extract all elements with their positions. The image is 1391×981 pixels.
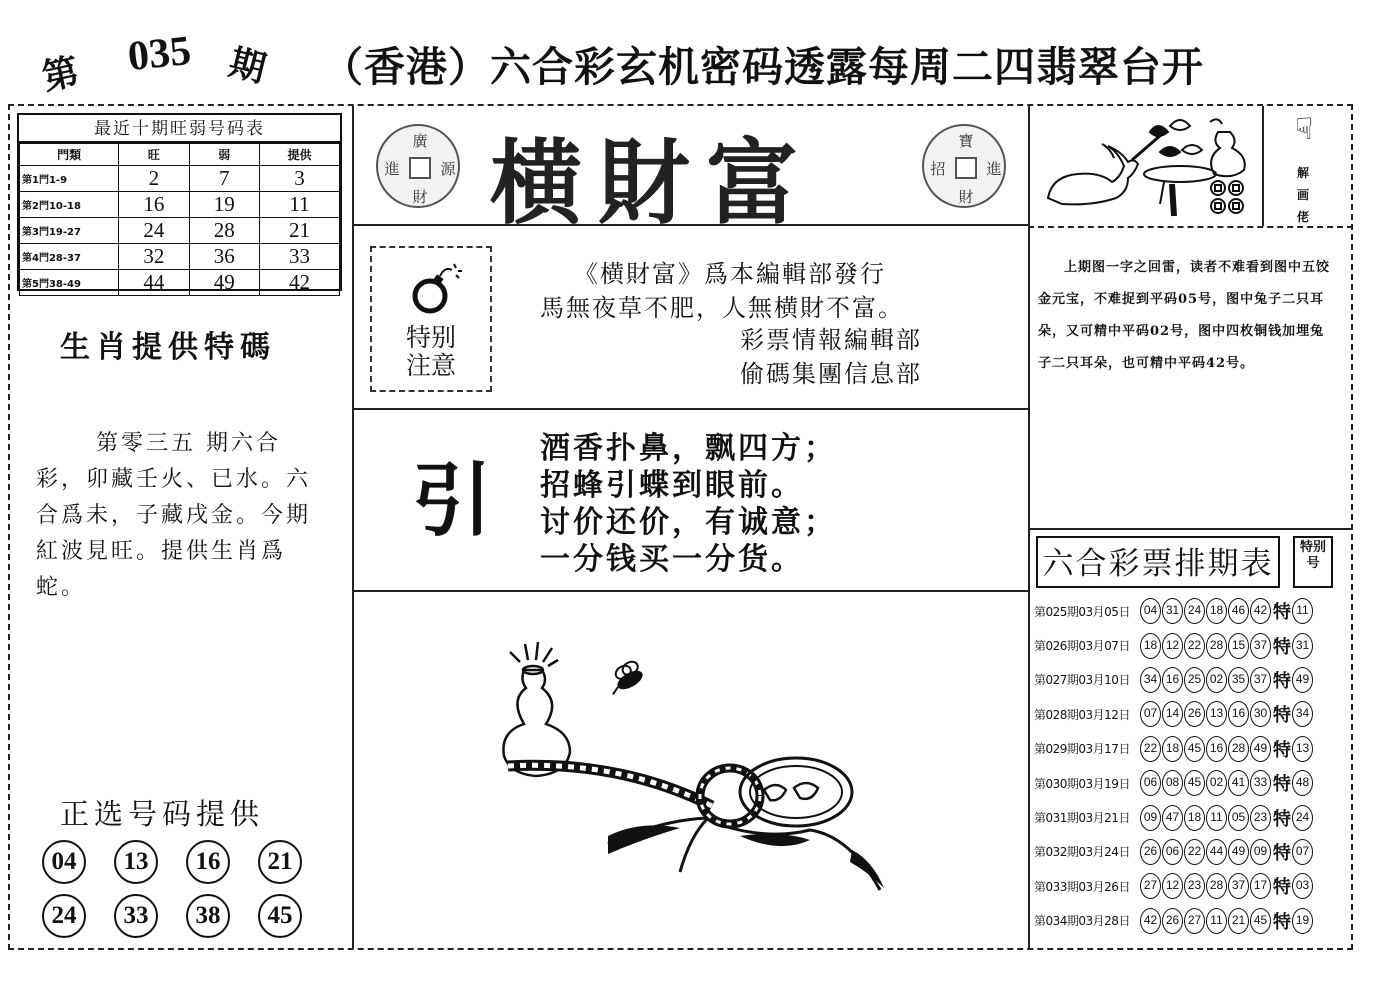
draw-number: 18: [1140, 633, 1161, 659]
schedule-title: 六合彩票排期表: [1036, 536, 1280, 588]
special-number: 49: [1292, 667, 1313, 693]
coin-hole: [955, 157, 977, 179]
draw-number: 37: [1228, 873, 1249, 899]
cell-ruo: 19: [189, 192, 259, 218]
special-number: 34: [1292, 701, 1313, 727]
draw-number: 24: [1184, 598, 1205, 624]
cell-ruo: 36: [189, 244, 259, 270]
table-row: [20, 270, 340, 296]
draw-number: 23: [1184, 873, 1205, 899]
draw-number: 28: [1206, 873, 1227, 899]
draw-number: 46: [1228, 598, 1249, 624]
pick-number: 33: [114, 894, 158, 938]
schedule-table: [1034, 594, 1344, 938]
hint-label: 解画佬: [1296, 166, 1309, 224]
draw-number: 30: [1250, 701, 1271, 727]
pick-number: 45: [258, 894, 302, 938]
draw-number: 02: [1206, 667, 1227, 693]
row-label: 第4門28-37: [20, 244, 119, 270]
row-label: 第5門38-49: [20, 270, 119, 296]
draw-label: 第030期03月19日: [1034, 776, 1130, 791]
brand-title: 横財富: [490, 129, 815, 237]
draw-number: 47: [1162, 805, 1183, 831]
schedule-special-label: 特别号: [1293, 536, 1333, 588]
draw-number: 42: [1250, 598, 1271, 624]
draw-number: 12: [1162, 633, 1183, 659]
col-header: 弱: [189, 144, 259, 166]
draw-number: 41: [1228, 770, 1249, 796]
draw-number: 04: [1140, 598, 1161, 624]
special-marker: 特: [1273, 842, 1291, 864]
draw-number: 37: [1250, 633, 1271, 659]
draw-label: 第028期03月12日: [1034, 707, 1130, 722]
row-label: 第2門10-18: [20, 192, 119, 218]
draw-number: 05: [1228, 805, 1249, 831]
draw-number: 17: [1250, 873, 1271, 899]
divider-riddle: [352, 590, 1028, 592]
schedule-row: [1034, 766, 1344, 800]
cell-ruo: 7: [189, 166, 259, 192]
draw-number: 37: [1250, 667, 1271, 693]
riddle-poem: [540, 430, 837, 578]
divider-hint-label: [1262, 106, 1264, 226]
divider-right: [1028, 106, 1030, 948]
draw-number: 26: [1162, 908, 1183, 934]
slogan-line: 《横財富》爲本編輯部發行: [574, 260, 886, 288]
draw-number: 08: [1162, 770, 1183, 796]
col-header: 提供: [259, 144, 339, 166]
coin-char: 廣: [412, 132, 428, 150]
cell-wang: 2: [119, 166, 189, 192]
slogan-line: 彩票情報編輯部: [740, 326, 922, 354]
draw-number: 15: [1228, 633, 1249, 659]
coin-char: 源: [440, 160, 456, 178]
page-header: [30, 22, 1330, 99]
pick-number: 16: [186, 840, 230, 884]
draw-number: 25: [1184, 667, 1205, 693]
draw-number: 26: [1140, 839, 1161, 865]
coin-right-icon: [922, 124, 1006, 208]
draw-number: 12: [1162, 873, 1183, 899]
special-marker: 特: [1273, 739, 1291, 761]
draw-label: 第032期03月24日: [1034, 845, 1130, 860]
draw-number: 28: [1206, 633, 1227, 659]
schedule-row: [1034, 663, 1344, 697]
slogan-line: 偷碼集團信息部: [740, 360, 922, 388]
draw-number: 18: [1184, 805, 1205, 831]
cell-wang: 24: [119, 218, 189, 244]
special-number: 48: [1292, 770, 1313, 796]
coin-char: 財: [958, 188, 974, 206]
table-row: [20, 218, 340, 244]
cell-tigong: 33: [259, 244, 339, 270]
zodiac-title: 生肖提供特碼: [60, 330, 276, 365]
coin-char: 寶: [958, 132, 974, 150]
notice-label-line: 特别: [405, 323, 456, 352]
row-label: 第1門1-9: [20, 166, 119, 192]
coin-char: 招: [930, 160, 946, 178]
draw-number: 44: [1206, 839, 1227, 865]
schedule-row: [1034, 732, 1344, 766]
schedule-row: [1034, 800, 1344, 834]
rabbit-coins-illustration: [1042, 112, 1256, 220]
schedule-row: [1034, 697, 1344, 731]
draw-number: 06: [1162, 839, 1183, 865]
cell-wang: 32: [119, 244, 189, 270]
divider-notice: [352, 408, 1028, 410]
pick-number: 38: [186, 894, 230, 938]
draw-number: 18: [1206, 598, 1227, 624]
special-number: 03: [1292, 873, 1313, 899]
poem-line: 一分钱买一分货。: [540, 542, 804, 577]
coin-hole: [409, 157, 431, 179]
row-label: 第3門19-27: [20, 218, 119, 244]
draw-number: 22: [1184, 633, 1205, 659]
special-number: 11: [1292, 598, 1313, 624]
draw-number: 16: [1162, 667, 1183, 693]
schedule-row: [1034, 835, 1344, 869]
schedule-row: [1034, 869, 1344, 903]
draw-number: 16: [1206, 736, 1227, 762]
gourd-scale-illustration: [480, 640, 900, 900]
draw-number: 23: [1250, 805, 1271, 831]
draw-number: 31: [1162, 598, 1183, 624]
cell-ruo: 28: [189, 218, 259, 244]
bomb-icon: [412, 262, 462, 316]
pick-number: 04: [42, 840, 86, 884]
draw-number: 27: [1184, 908, 1205, 934]
cell-wang: 44: [119, 270, 189, 296]
bee-icon: [603, 659, 646, 697]
notice-box: [370, 246, 492, 392]
schedule-row: [1034, 594, 1344, 628]
special-marker: 特: [1273, 636, 1291, 658]
cell-tigong: 3: [259, 166, 339, 192]
divider-left: [352, 106, 354, 948]
pick-number: 13: [114, 840, 158, 884]
draw-number: 07: [1140, 701, 1161, 727]
draw-number: 26: [1184, 701, 1205, 727]
draw-number: 34: [1140, 667, 1161, 693]
special-marker: 特: [1273, 670, 1291, 692]
draw-label: 第027期03月10日: [1034, 673, 1130, 688]
draw-number: 11: [1206, 805, 1227, 831]
draw-label: 第033期03月26日: [1034, 879, 1130, 894]
draw-number: 09: [1250, 839, 1271, 865]
draw-number: 18: [1162, 736, 1183, 762]
page-title: （香港）六合彩玄机密码透露每周二四翡翠台开: [322, 43, 1204, 91]
special-marker: 特: [1273, 808, 1291, 830]
special-marker: 特: [1273, 774, 1291, 796]
draw-number: 22: [1140, 736, 1161, 762]
draw-label: 第025期03月05日: [1034, 604, 1130, 619]
draw-label: 第034期03月28日: [1034, 914, 1130, 929]
cell-tigong: 11: [259, 192, 339, 218]
poem-line: 酒香扑鼻，飘四方；: [540, 431, 837, 466]
draw-number: 27: [1140, 873, 1161, 899]
picks-title: 正选号码提供: [60, 797, 265, 831]
notice-label-line: 注意: [405, 351, 456, 380]
slogan-line: 馬無夜草不肥，人無横財不富。: [540, 294, 904, 322]
special-number: 07: [1292, 839, 1313, 865]
issue-prefix: 第: [38, 49, 87, 99]
schedule-row: [1034, 628, 1344, 662]
draw-label: 第026期03月07日: [1034, 639, 1130, 654]
draw-number: 33: [1250, 770, 1271, 796]
hint-text: 上期图一字之回雷，读者不难看到图中五饺金元宝，不难捉到平码05号，图中兔子二只耳朵，又可精中平码02号，图中四枚铜钱加埋兔子二只耳朵，也可精中平码42号。: [1038, 260, 1331, 371]
special-number: 24: [1292, 805, 1313, 831]
divider-hint: [1028, 528, 1353, 530]
cell-wang: 16: [119, 192, 189, 218]
picks-grid: [42, 840, 322, 938]
stats-table: [19, 143, 340, 296]
draw-number: 06: [1140, 770, 1161, 796]
riddle-yin: 引: [412, 454, 492, 547]
notice-label: [372, 324, 490, 380]
draw-number: 45: [1184, 770, 1205, 796]
table-row: [20, 192, 340, 218]
draw-number: 16: [1228, 701, 1249, 727]
special-number: 31: [1292, 633, 1313, 659]
draw-number: 11: [1206, 908, 1227, 934]
coin-char: 進: [384, 160, 400, 178]
table-row: [20, 244, 340, 270]
special-marker: 特: [1273, 705, 1291, 727]
draw-number: 49: [1228, 839, 1249, 865]
cell-tigong: 21: [259, 218, 339, 244]
draw-number: 14: [1162, 701, 1183, 727]
col-header: 旺: [119, 144, 189, 166]
table-row: [20, 166, 340, 192]
schedule-row: [1034, 904, 1344, 938]
draw-number: 22: [1184, 839, 1205, 865]
table-header-row: [20, 144, 340, 166]
draw-number: 13: [1206, 701, 1227, 727]
special-marker: 特: [1273, 877, 1291, 899]
poem-line: 讨价还价，有诚意；: [540, 505, 837, 540]
pointing-hand-icon: ☟: [1295, 112, 1314, 147]
cell-tigong: 42: [259, 270, 339, 296]
draw-number: 45: [1184, 736, 1205, 762]
special-number: 19: [1292, 908, 1313, 934]
draw-label: 第031期03月21日: [1034, 811, 1130, 826]
zodiac-text: 第零三五 期六合彩，卯藏壬火、已水。六合爲未，子藏戌金。今期紅波見旺。提供生肖爲蛇。: [36, 431, 312, 600]
draw-number: 42: [1140, 908, 1161, 934]
poem-line: 招蜂引蝶到眼前。: [540, 468, 804, 503]
col-header: 門類: [20, 144, 119, 166]
table-title: 最近十期旺弱号码表: [19, 115, 340, 143]
draw-number: 09: [1140, 805, 1161, 831]
pick-number: 24: [42, 894, 86, 938]
special-number: 13: [1292, 736, 1313, 762]
coin-char: 進: [986, 160, 1002, 178]
coin-left-icon: [376, 124, 460, 208]
special-marker: 特: [1273, 911, 1291, 933]
draw-number: 35: [1228, 667, 1249, 693]
draw-number: 49: [1250, 736, 1271, 762]
draw-number: 02: [1206, 770, 1227, 796]
draw-number: 28: [1228, 736, 1249, 762]
pick-number: 21: [258, 840, 302, 884]
special-marker: 特: [1273, 602, 1291, 624]
draw-number: 45: [1250, 908, 1271, 934]
issue-number: 035: [125, 27, 194, 81]
cell-ruo: 49: [189, 270, 259, 296]
issue-suffix: 期: [224, 41, 270, 91]
draw-label: 第029期03月17日: [1034, 742, 1130, 757]
draw-number: 21: [1228, 908, 1249, 934]
hot-cold-table: [17, 113, 342, 294]
coin-char: 財: [412, 188, 428, 206]
